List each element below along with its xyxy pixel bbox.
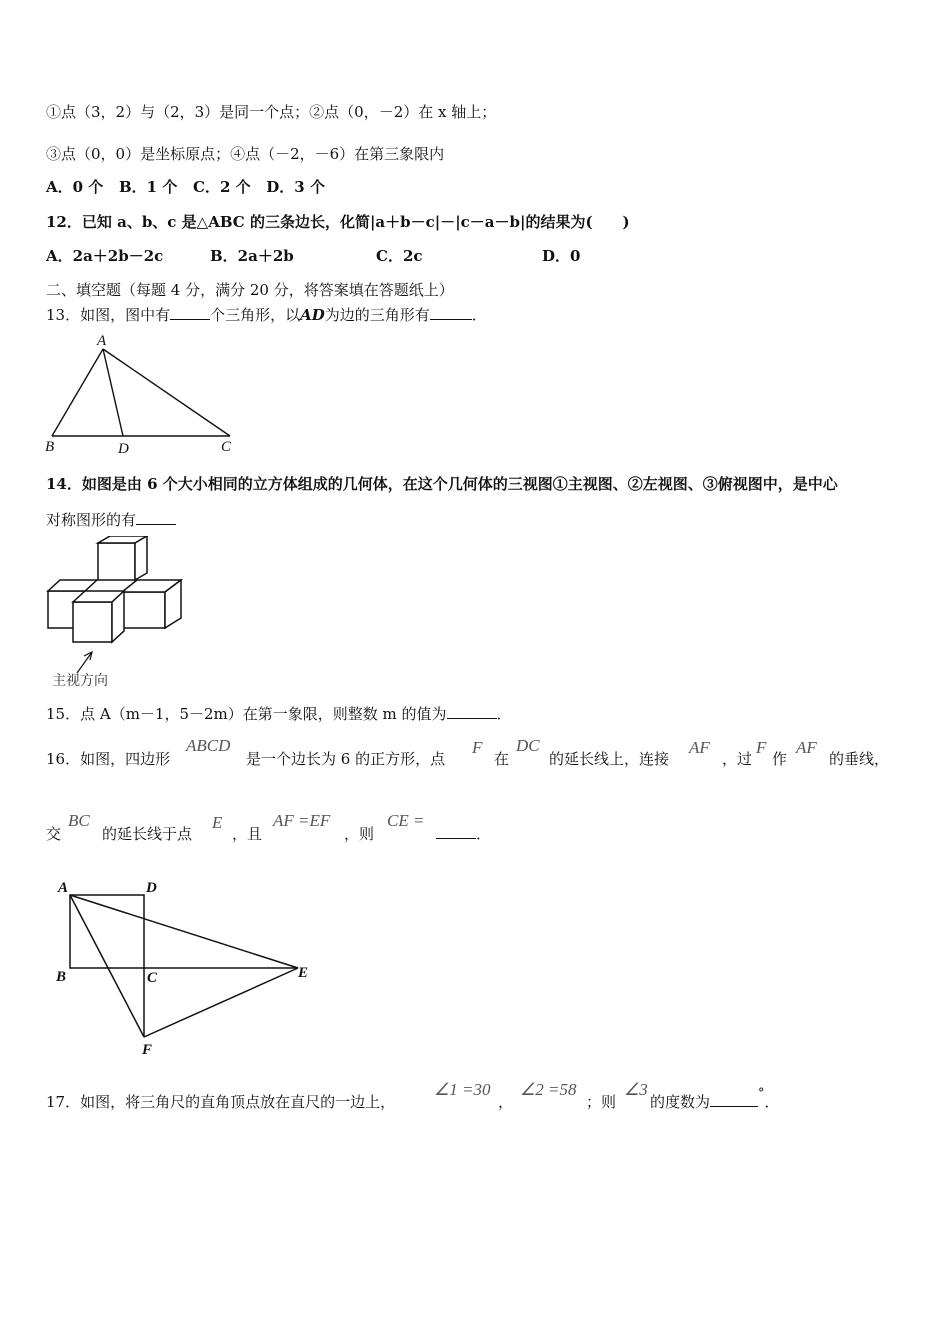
q16-t10: ，且	[232, 825, 263, 843]
q14-caption: 主视方向	[52, 673, 108, 689]
q14-blank[interactable]	[136, 510, 176, 525]
q16-m-dc: DC	[516, 736, 540, 755]
q17-t3: ；则	[586, 1093, 617, 1111]
label-c: C	[221, 439, 232, 455]
q16-t5: ，过	[722, 750, 753, 768]
q16-t8: 交	[46, 825, 62, 843]
q14-line2-text: 对称图形的有	[46, 511, 137, 529]
q13-part3: 为边的三角形有	[324, 306, 430, 324]
q12-option-a: A．2a＋2b－2c	[46, 247, 164, 265]
label-d: D	[118, 441, 129, 456]
label-f: F	[142, 1042, 153, 1058]
q16-m-af1: AF	[689, 738, 710, 757]
q14-line2	[46, 510, 176, 530]
q16-m-abcd: ABCD	[186, 736, 231, 755]
q12-option-b: B．2a＋2b	[210, 247, 294, 265]
label-a: A	[58, 880, 69, 896]
q16-t2: 是一个边长为 6 的正方形，点	[246, 750, 446, 768]
q12-option-c: C．2c	[376, 247, 423, 265]
q11-option-a: A．0 个	[46, 178, 104, 196]
label-b: B	[56, 969, 67, 985]
q16-m-e: E	[212, 813, 223, 832]
segment-ac	[103, 349, 230, 436]
q11-option-d: D．3 个	[266, 178, 325, 196]
q16-square-figure	[50, 874, 320, 1060]
q12-stem: 12．已知 a、b、c 是△ABC 的三条边长，化简|a＋b－c|－|c－a－b|的结果为( )	[46, 213, 630, 231]
q16-t4: 的延长线上，连接	[549, 750, 670, 768]
q15-text: 15．点 A（m－1，5－2m）在第一象限，则整数 m 的值为	[46, 705, 447, 723]
label-b: B	[45, 439, 55, 455]
q17-t1: 17．如图，将三角尺的直角顶点放在直尺的一边上，	[46, 1093, 396, 1111]
q16-m-afef: AF =EF	[273, 811, 331, 830]
q12-option-d: D．0	[542, 247, 581, 265]
cube-top-front	[98, 543, 135, 580]
q16-blank[interactable]	[436, 824, 476, 839]
q13-part1: 13．如图，图中有	[46, 306, 171, 324]
q16-t3: 在	[494, 750, 510, 768]
section-2-heading: 二、填空题（每题 4 分，满分 20 分，将答案填在答题纸上）	[46, 281, 454, 299]
q16-m-af2: AF	[796, 738, 817, 757]
q16-t7: 的垂线，	[829, 750, 890, 768]
segment-af	[70, 895, 144, 1037]
q16-t6: 作	[772, 750, 788, 768]
q11-option-c: C．2 个	[193, 178, 251, 196]
q15-blank[interactable]	[447, 704, 497, 719]
q11-line1: ①点（3，2）与（2，3）是同一个点；②点（0，－2）在 x 轴上；	[46, 103, 497, 121]
q17-m3: ∠3	[624, 1080, 648, 1099]
q16-t1: 16．如图，四边形	[46, 750, 171, 768]
q13-ad: AD	[300, 306, 325, 324]
q13-blank1[interactable]	[170, 305, 210, 320]
q16-end: ．	[476, 825, 492, 843]
q13-end: ．	[471, 306, 487, 324]
q16-t9: 的延长线于点	[102, 825, 193, 843]
q17-answer	[650, 1086, 780, 1114]
square-abcd	[70, 895, 144, 968]
q12-options	[46, 246, 580, 266]
q16-m-bc: BC	[68, 811, 90, 830]
q16-t11: ，则	[344, 825, 375, 843]
q17-m2: ∠2 =58	[520, 1080, 577, 1099]
q13-triangle-figure	[40, 332, 240, 456]
arrowhead-icon	[84, 652, 92, 660]
q16-m-f2: F	[756, 738, 767, 757]
q15-stem	[46, 704, 512, 724]
q11-line2: ③点（0，0）是坐标原点；④点（－2，－6）在第三象限内	[46, 145, 445, 163]
segment-ae	[70, 895, 298, 968]
label-e: E	[298, 965, 309, 981]
q17-m1: ∠1 =30	[434, 1080, 491, 1099]
q11-options	[46, 177, 325, 197]
cube-left-top	[48, 580, 97, 591]
q16-m-f1: F	[472, 738, 483, 757]
q16-answer	[436, 824, 491, 844]
q17-degree: °	[758, 1086, 765, 1101]
label-d: D	[146, 880, 157, 896]
label-a: A	[97, 333, 107, 349]
segment-ad	[103, 349, 123, 436]
q13-blank2[interactable]	[430, 305, 472, 320]
q13-stem	[46, 305, 487, 325]
segment-ab	[52, 349, 103, 436]
cube-front-front	[73, 602, 112, 642]
q17-t4: 的度数为	[650, 1093, 711, 1111]
q17-end: ．	[764, 1093, 780, 1111]
segment-fe	[144, 968, 298, 1037]
q17-blank[interactable]	[710, 1092, 758, 1107]
label-c: C	[147, 970, 158, 986]
cube-right-front	[122, 592, 165, 628]
cube-top-side	[135, 536, 147, 580]
q17-t2: ，	[498, 1093, 514, 1111]
q13-part2: 个三角形，以	[210, 306, 301, 324]
q14-cubes-figure	[40, 536, 190, 692]
q11-option-b: B．1 个	[118, 178, 178, 196]
q16-m-ce: CE =	[387, 811, 425, 830]
q14-line1: 14．如图是由 6 个大小相同的立方体组成的几何体，在这个几何体的三视图①主视图、②左视图、③俯视图中，是中心	[46, 475, 838, 493]
q15-end: ．	[496, 705, 512, 723]
